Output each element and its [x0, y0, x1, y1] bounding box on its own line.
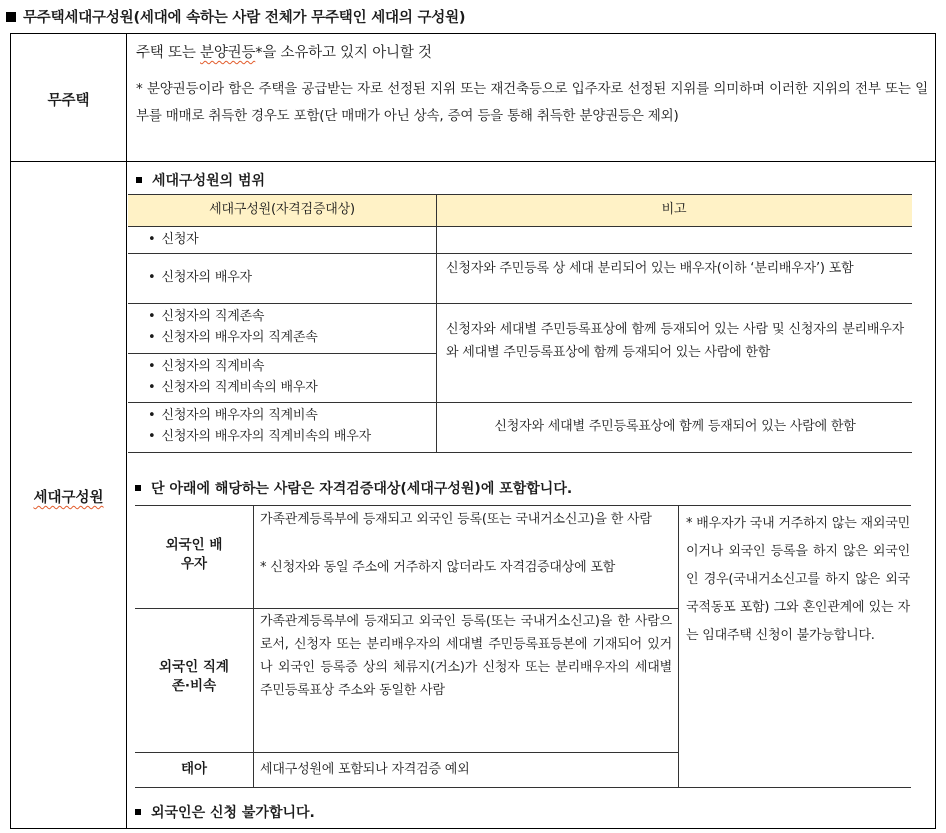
note-foreign-spouse: * 신청자와 동일 주소에 거주하지 않더라도 자격검증대상에 포함: [260, 560, 616, 575]
header-remarks: 비고: [661, 202, 687, 217]
member-descendant: • 신청자의 직계비속: [148, 357, 264, 376]
no-house-footnote: * 분양권등이라 함은 주택을 공급받는 자로 선정된 지위 또는 재건축등으로 입주자로 선정된 지위를 의미하며 이러한 지위의 전부 또는 일부를 매매로 취득한 경우도 포함(단 매매가 아닌 상속, 증여 등을 통해 취득한 분양권등은 제외): [136, 81, 928, 124]
member-spouse-descendant-spouse: • 신청자의 배우자의 직계비속의 배우자: [148, 427, 371, 446]
note-spouse-descendant: 신청자와 세대별 주민등록표상에 함께 등재되어 있는 사람에 한함: [494, 419, 856, 434]
square-bullet-icon: [135, 485, 141, 491]
member-descendant-spouse: • 신청자의 직계비속의 배우자: [148, 378, 318, 397]
member-ascendant: • 신청자의 직계존속: [148, 307, 264, 326]
member-spouse: • 신청자의 배우자: [148, 268, 252, 287]
row-label-no-house: 무주택: [47, 93, 90, 109]
row-label-household: 세대구성원: [33, 490, 104, 506]
square-bullet-icon: [6, 12, 16, 22]
desc-foreign-lineal: 가족관계등록부에 등재되고 외국인 등록(또는 국내거소신고)을 한 사람으로서, 신청자 또는 분리배우자의 세대별 주민등록표등본에 기재되어 있거나 외국인 등록증 상의 체류지(거소)가 신청자 또는 분리배우자의 세대별 주민등록표상 주소와 동일한 사람: [260, 614, 672, 698]
member-spouse-descendant: • 신청자의 배우자의 직계비속: [148, 406, 318, 425]
label-foreign-spouse: 외국인 배우자: [165, 537, 223, 572]
label-foreign-lineal: 외국인 직계존·비속: [159, 659, 229, 694]
foreign-side-note: * 배우자가 국내 거주하지 않는 재외국민이거나 외국인 등록을 하지 않은 외국인인 경우(국내거소신고를 하지 않은 외국국적동포 포함) 그와 혼인관계에 있는 자는 임대주택 신청이 불가능합니다.: [686, 516, 910, 643]
label-fetus: 태아: [180, 761, 208, 777]
note-merged-family: 신청자와 세대별 주민등록표상에 함께 등재되어 있는 사람 및 신청자의 분리배우자와 세대별 주민등록표상에 함께 등재되어 있는 사람에 한함: [446, 322, 904, 360]
desc-fetus: 세대구성원에 포함되나 자격검증 예외: [260, 762, 470, 777]
include-section-title: 단 아래에 해당하는 사람은 자격검증대상(세대구성원)에 포함합니다.: [135, 478, 572, 498]
document-title: 무주택세대구성원(세대에 속하는 사람 전체가 무주택인 세대의 구성원): [6, 6, 465, 27]
square-bullet-icon: [136, 177, 142, 183]
square-bullet-icon: [135, 809, 141, 815]
member-applicant: • 신청자: [148, 230, 199, 249]
scope-table: [128, 194, 912, 453]
final-note: 외국인은 신청 불가합니다.: [135, 802, 315, 822]
note-spouse: 신청자와 주민등록 상 세대 분리되어 있는 배우자(이하 ‘분리배우자’) 포함: [446, 261, 854, 276]
scope-section-title: 세대구성원의 범위: [136, 170, 265, 190]
desc-foreign-spouse: 가족관계등록부에 등재되고 외국인 등록(또는 국내거소신고)을 한 사람: [260, 512, 652, 527]
header-members: 세대구성원(자격검증대상): [209, 202, 355, 217]
member-spouse-ascendant: • 신청자의 배우자의 직계존속: [148, 328, 318, 347]
no-house-condition: 주택 또는 분양권등*을 소유하고 있지 아니할 것: [136, 45, 432, 61]
